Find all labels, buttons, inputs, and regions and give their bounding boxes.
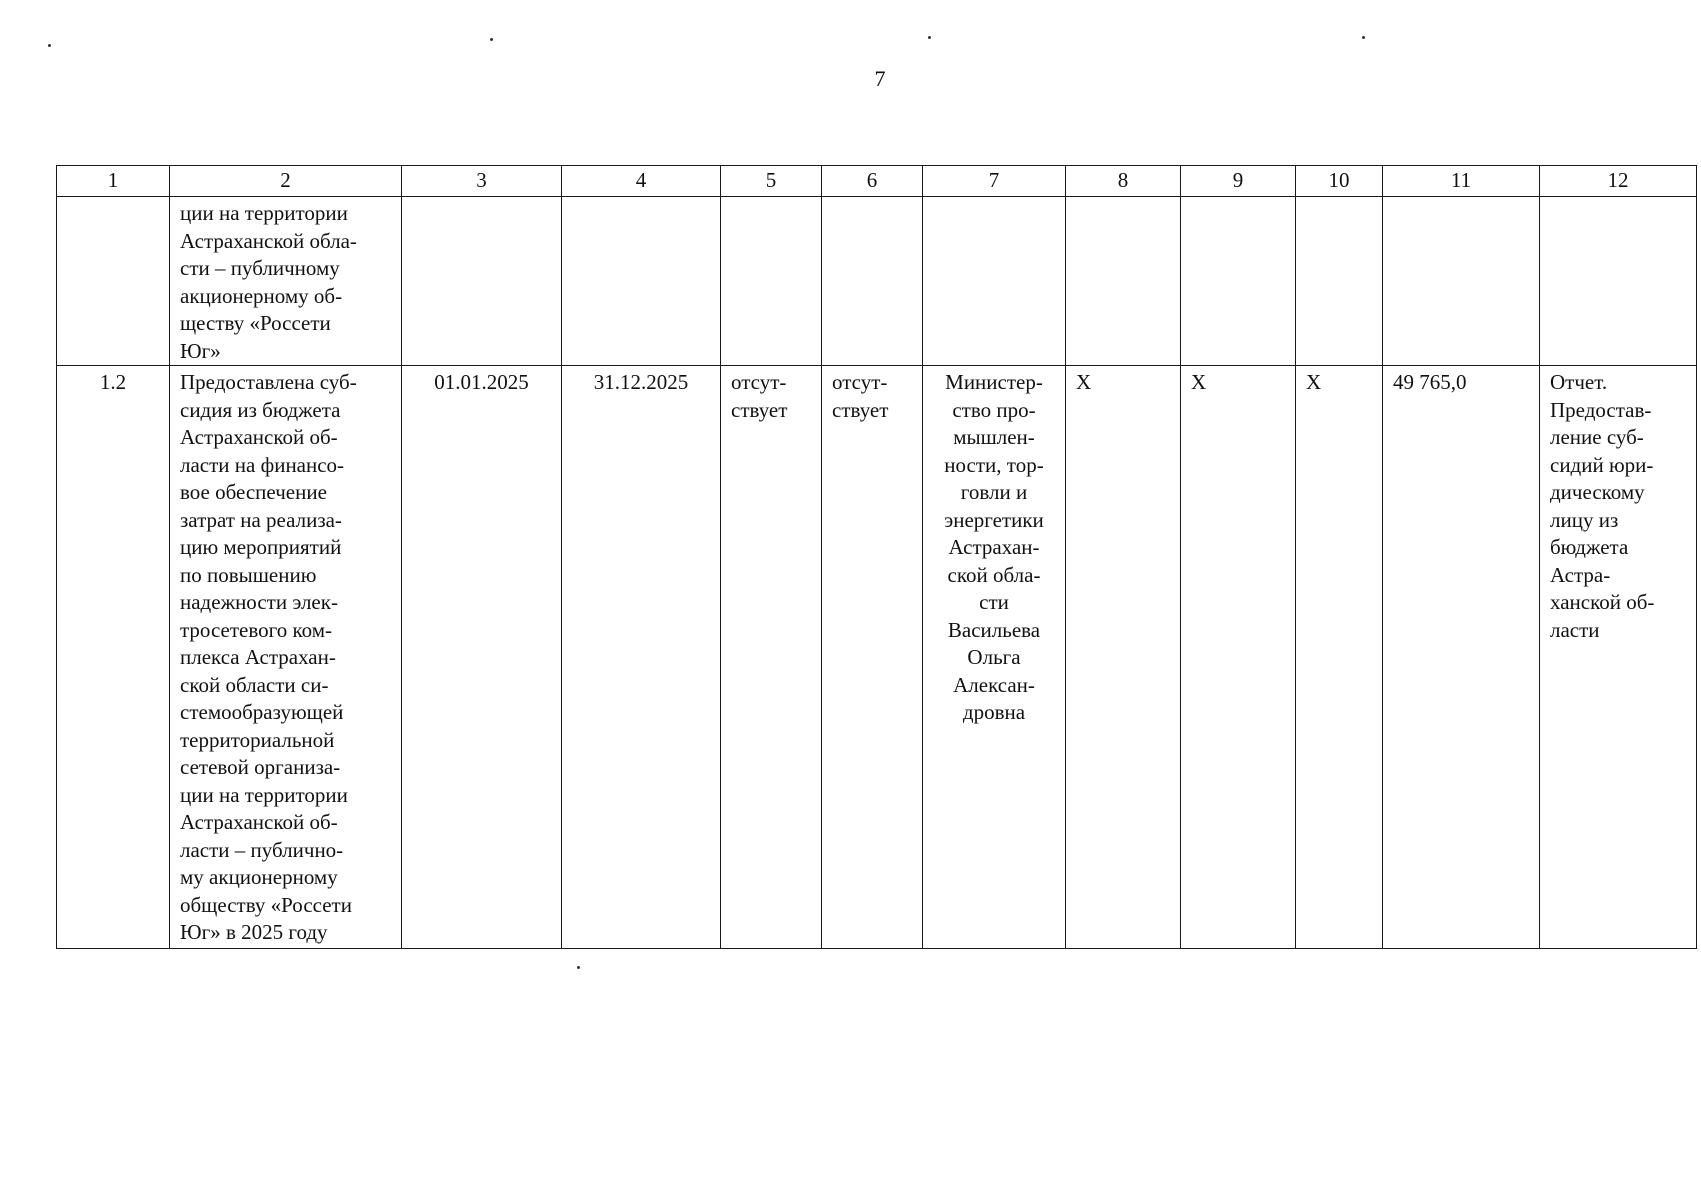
cell-end-date: 31.12.2025 bbox=[593, 370, 689, 394]
column-header: 4 bbox=[562, 166, 721, 197]
table-cell bbox=[1540, 197, 1697, 366]
page-number: 7 bbox=[874, 66, 886, 91]
column-header: 7 bbox=[923, 166, 1066, 197]
column-header: 2 bbox=[170, 166, 402, 197]
table-cell bbox=[402, 366, 562, 949]
header-row bbox=[57, 166, 1697, 197]
table-row bbox=[57, 366, 1697, 949]
table-cell bbox=[170, 197, 402, 366]
table-cell bbox=[721, 197, 822, 366]
table-cell bbox=[1066, 197, 1181, 366]
cell-description: ции на территории Астраханской обла- сти – публичному акционерному об- ществу «Россети Юг» bbox=[180, 201, 357, 363]
cell-amount bbox=[1383, 197, 1539, 200]
cell-start-date bbox=[402, 197, 561, 200]
cell-number: 1.2 bbox=[99, 370, 127, 394]
cell-number bbox=[57, 197, 169, 200]
column-header: 8 bbox=[1066, 166, 1181, 197]
column-header: 9 bbox=[1181, 166, 1296, 197]
cell-start-date: 01.01.2025 bbox=[434, 370, 529, 394]
cell-end-date bbox=[562, 197, 720, 200]
scan-speck bbox=[928, 36, 931, 39]
table-cell bbox=[1181, 197, 1296, 366]
table-row bbox=[57, 197, 1697, 366]
cell-amount: 49 765,0 bbox=[1393, 370, 1467, 394]
column-header: 6 bbox=[822, 166, 923, 197]
table-cell bbox=[402, 197, 562, 366]
cell-report bbox=[1540, 197, 1696, 200]
scan-speck bbox=[48, 44, 51, 47]
cell-col6 bbox=[822, 197, 922, 200]
column-header: 11 bbox=[1383, 166, 1540, 197]
table-cell bbox=[1540, 366, 1697, 949]
cell-col9: X bbox=[1191, 370, 1207, 394]
table-cell bbox=[822, 197, 923, 366]
table-cell bbox=[562, 366, 721, 949]
table-cell bbox=[1181, 366, 1296, 949]
cell-col10 bbox=[1296, 197, 1382, 200]
column-header: 3 bbox=[402, 166, 562, 197]
table-cell bbox=[923, 366, 1066, 949]
table-cell bbox=[170, 366, 402, 949]
scan-speck bbox=[577, 966, 580, 969]
cell-col10: X bbox=[1306, 370, 1322, 394]
table-cell bbox=[562, 197, 721, 366]
column-header: 10 bbox=[1296, 166, 1383, 197]
table-cell bbox=[57, 197, 170, 366]
scan-speck bbox=[1362, 36, 1365, 39]
cell-responsible: Министер- ство про- мышлен- ности, тор- говли и энергетики Астрахан- ской обла- сти Васильева Ольга Алексан- дровна bbox=[944, 370, 1044, 724]
cell-col5 bbox=[721, 197, 821, 200]
table-cell bbox=[923, 197, 1066, 366]
column-header: 1 bbox=[57, 166, 170, 197]
table-cell bbox=[1383, 197, 1540, 366]
cell-col8: X bbox=[1076, 370, 1092, 394]
table-cell bbox=[721, 366, 822, 949]
cell-responsible bbox=[923, 197, 1065, 200]
data-table bbox=[56, 165, 1697, 949]
table-cell bbox=[1296, 197, 1383, 366]
cell-col5: отсут- ствует bbox=[731, 370, 788, 422]
cell-col6: отсут- ствует bbox=[832, 370, 889, 422]
table-cell bbox=[1296, 366, 1383, 949]
table-cell bbox=[1383, 366, 1540, 949]
table-cell bbox=[1066, 366, 1181, 949]
table-cell bbox=[822, 366, 923, 949]
cell-report: Отчет. Предостав- ление суб- сидий юри- дическому лицу из бюджета Астра- ханской об- ласти bbox=[1550, 370, 1655, 642]
cell-description: Предоставлена суб- сидия из бюджета Астраханской об- ласти на финансо- вое обеспечение затрат на реализа- цию мероприятий по повышению надежности элек- тросетевого ком- плекса Астрахан- ской области си- стемообразующей территориальной сетевой организа- ции на территории Астраханской об- ласти – публично- му акционерному обществу «Россети Юг» в 2025 году bbox=[180, 370, 357, 944]
column-header: 5 bbox=[721, 166, 822, 197]
column-header: 12 bbox=[1540, 166, 1697, 197]
cell-col9 bbox=[1181, 197, 1295, 200]
cell-col8 bbox=[1066, 197, 1180, 200]
scan-speck bbox=[490, 38, 493, 41]
table-cell bbox=[57, 366, 170, 949]
